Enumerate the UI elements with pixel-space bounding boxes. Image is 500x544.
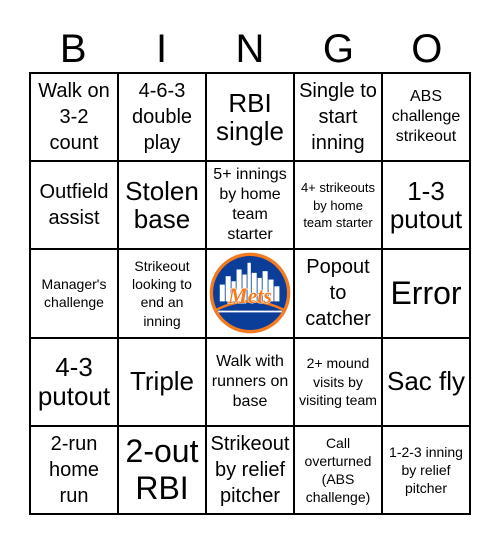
bingo-cell[interactable]: 5+ innings by home team starter	[206, 161, 294, 249]
bingo-cell[interactable]: Strikeout looking to end an inning	[118, 249, 206, 337]
logo-wordmark: Mets	[228, 284, 272, 309]
bingo-cell[interactable]: 1-2-3 inning by relief pitcher	[382, 426, 470, 514]
bingo-cell[interactable]: Call overturned (ABS challenge)	[294, 426, 382, 514]
bingo-cell[interactable]: Walk on 3-2 count	[30, 73, 118, 161]
bingo-cell[interactable]: Strikeout by relief pitcher	[206, 426, 294, 514]
bingo-cell[interactable]: Walk with runners on base	[206, 338, 294, 426]
bingo-cell[interactable]: 4+ strikeouts by home team starter	[294, 161, 382, 249]
free-space-cell[interactable]	[206, 249, 294, 337]
bingo-cell[interactable]: Error	[382, 249, 470, 337]
header-letter-g: G	[322, 27, 354, 71]
bingo-cell[interactable]: 2+ mound visits by visiting team	[294, 338, 382, 426]
header-letter-b: B	[59, 27, 87, 71]
bingo-cell[interactable]: RBI single	[206, 73, 294, 161]
bingo-cell[interactable]: Single to start inning	[294, 73, 382, 161]
header-letter-o: O	[411, 27, 443, 71]
bingo-cell[interactable]: Manager's challenge	[30, 249, 118, 337]
bingo-cell[interactable]: 1-3 putout	[382, 161, 470, 249]
header-letter-i: I	[156, 27, 168, 71]
bingo-cell[interactable]: Popout to catcher	[294, 249, 382, 337]
mets-logo-icon	[208, 251, 292, 335]
bingo-cell[interactable]: Sac fly	[382, 338, 470, 426]
bingo-grid	[29, 72, 471, 515]
bingo-header	[29, 26, 471, 72]
bingo-cell[interactable]: ABS challenge strikeout	[382, 73, 470, 161]
bingo-cell[interactable]: 4-6-3 double play	[118, 73, 206, 161]
bingo-cell[interactable]: 2-out RBI	[118, 426, 206, 514]
bingo-cell[interactable]: 4-3 putout	[30, 338, 118, 426]
bingo-cell[interactable]: Stolen base	[118, 161, 206, 249]
bingo-cell[interactable]: Outfield assist	[30, 161, 118, 249]
header-letter-n: N	[235, 27, 265, 71]
bingo-cell[interactable]: Triple	[118, 338, 206, 426]
bingo-cell[interactable]: 2-run home run	[30, 426, 118, 514]
